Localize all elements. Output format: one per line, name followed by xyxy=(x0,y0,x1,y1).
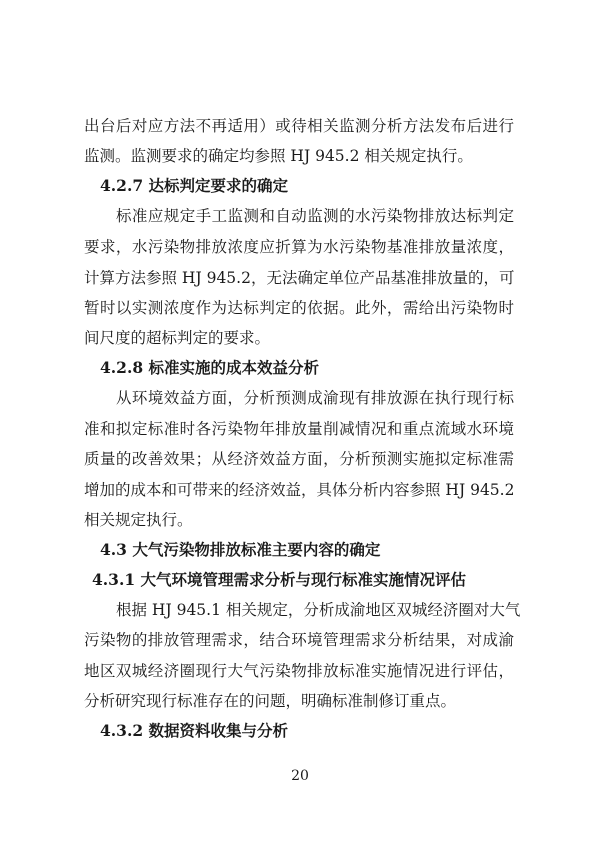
body-text-line: 标准应规定手工监测和自动监测的水污染物排放达标判定 xyxy=(116,207,514,225)
section-heading-4-2-7: 4.2.7 达标判定要求的确定 xyxy=(100,176,289,195)
body-text-line: 污染物的排放管理需求，结合环境管理需求分析结果，对成渝 xyxy=(84,631,514,649)
body-text-line: 质量的改善效果；从经济效益方面，分析预测实施拟定标准需 xyxy=(84,450,514,468)
body-text-line: 增加的成本和可带来的经济效益，具体分析内容参照 HJ 945.2 xyxy=(84,481,515,499)
body-text-line: 监测。监测要求的确定均参照 HJ 945.2 相关规定执行。 xyxy=(84,147,473,165)
body-text-line: 根据 HJ 945.1 相关规定，分析成渝地区双城经济圈对大气 xyxy=(116,601,521,619)
section-heading-4-3-2: 4.3.2 数据资料收集与分析 xyxy=(100,721,289,740)
body-text-line: 要求，水污染物排放浓度应折算为水污染物基准排放量浓度， xyxy=(84,238,514,256)
page-number: 20 xyxy=(291,768,309,784)
section-heading-4-3-1: 4.3.1 大气环境管理需求分析与现行标准实施情况评估 xyxy=(92,570,467,589)
body-text-line: 出台后对应方法不再适用）或待相关监测分析方法发布后进行 xyxy=(84,117,514,135)
body-text-line: 间尺度的超标判定的要求。 xyxy=(84,329,271,347)
body-text-line: 从环境效益方面，分析预测成渝现有排放源在执行现行标 xyxy=(116,389,514,407)
body-text-line: 相关规定执行。 xyxy=(84,511,193,529)
section-heading-4-3: 4.3 大气污染物排放标准主要内容的确定 xyxy=(100,540,381,559)
body-text-line: 暂时以实测浓度作为达标判定的依据。此外，需给出污染物时 xyxy=(84,299,514,317)
body-text-line: 地区双城经济圈现行大气污染物排放标准实施情况进行评估， xyxy=(84,662,514,680)
section-heading-4-2-8: 4.2.8 标准实施的成本效益分析 xyxy=(100,358,320,377)
body-text-line: 准和拟定标准时各污染物年排放量削减情况和重点流域水环境 xyxy=(84,420,514,438)
body-text-line: 分析研究现行标准存在的问题，明确标准制修订重点。 xyxy=(84,692,457,710)
body-text-line: 计算方法参照 HJ 945.2，无法确定单位产品基准排放量的，可 xyxy=(84,269,515,287)
